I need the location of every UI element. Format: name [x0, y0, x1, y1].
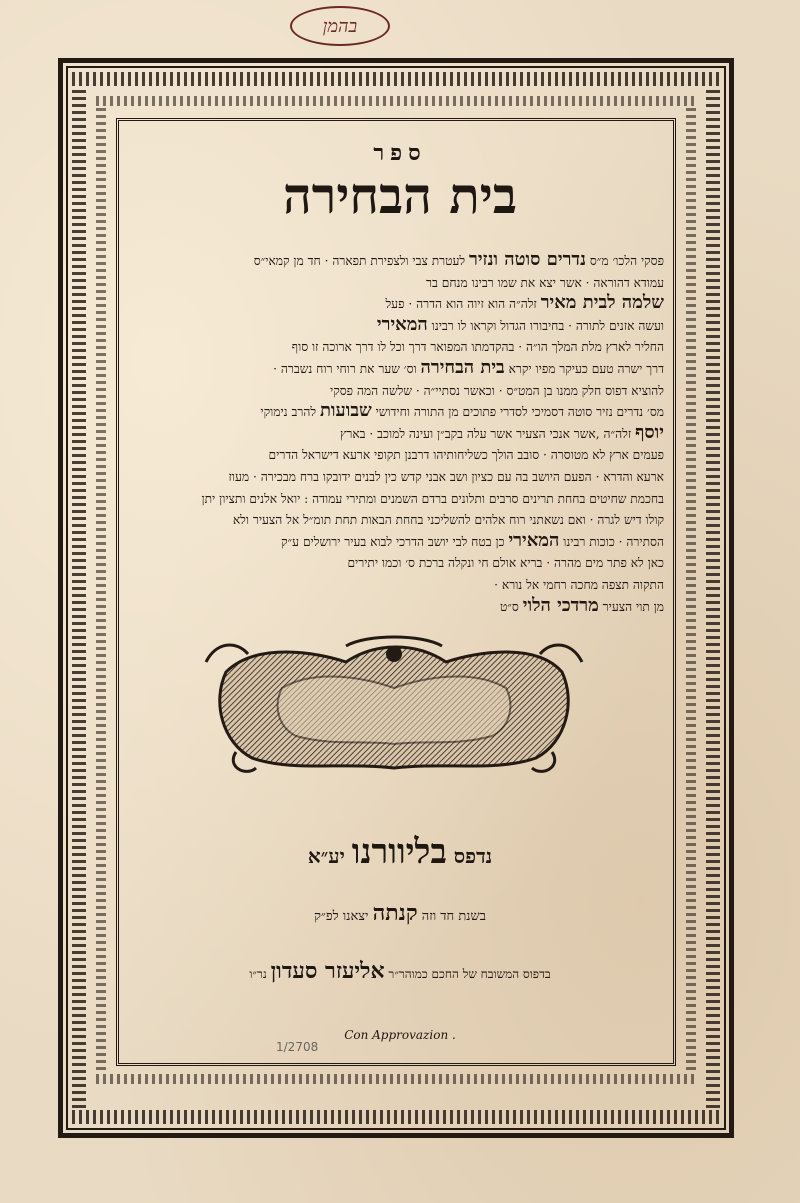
body-line	[128, 336, 664, 358]
body-line-pre: פסקי הלכו׳ מ״ס	[585, 254, 664, 268]
body-line-big: מרדכי הלוי	[522, 595, 599, 616]
body-line	[128, 293, 664, 315]
body-line	[128, 358, 664, 380]
date-big: קנתה	[372, 900, 418, 926]
body-line	[128, 509, 664, 531]
printer-post: נר״ו	[249, 967, 271, 981]
body-line-big: בית הבחירה	[420, 357, 505, 378]
body-line-big: נדרים סוטה ונזיר	[469, 250, 586, 270]
body-line	[128, 552, 664, 574]
body-line-pre: קולו דיש לגרה · ואם נשאתני רוח אלהים להשליכני בחחת הבאות תחת תומ״ל אל הצעיר ולא	[232, 513, 664, 528]
body-line	[128, 380, 664, 402]
body-line-pre: החליר לארץ מלת המלך הו״ה · בהקדמתו המפואר דרך וכל לו דרך ארוכה זו סוף	[291, 340, 664, 355]
body-line	[128, 444, 664, 466]
handwritten-note-text: בהמן	[322, 15, 358, 37]
body-line-post: ס״ט	[499, 599, 523, 614]
printed-pre: נדפס	[446, 844, 493, 868]
body-line-pre: התקוה תצפה מחכה רחמי אל נורא ·	[494, 577, 664, 592]
printer-line	[0, 958, 800, 984]
body-line	[128, 401, 664, 423]
body-line	[128, 250, 664, 272]
pencil-note: 1/2708	[276, 1040, 319, 1054]
decorative-cartouche-icon	[196, 632, 592, 778]
body-line-post: זלה״ה ,אשר אנכי הצעיר אשר עלה בקב״ן ועינה למוכב · בארץ	[340, 426, 636, 441]
date-pre: בשנת חד וזה	[417, 909, 487, 924]
printer-name: אליעזר סעדון	[270, 958, 385, 984]
body-line	[128, 488, 664, 510]
body-line	[128, 596, 664, 618]
printed-at-line	[0, 832, 800, 872]
body-line-pre: להוציא דפוס חלק ממנו בן המט״ס · וכאשר נסתיי״ה · שלשה המה פסקי	[330, 383, 664, 398]
sefer-label: ספר	[373, 140, 427, 166]
body-line-big: המאירי	[508, 530, 560, 551]
body-line-post: כן בטח לבי יושב הדרכי לבוא בעיר ירושלים ע״ק	[281, 534, 509, 549]
body-line-big: שבועות	[319, 401, 372, 422]
body-line-post: אשר יצא את שמו רבינו מנחם בר	[425, 275, 582, 290]
date-post: יצאנו לפ״ק	[313, 909, 373, 924]
body-line-post: זלה״ה הוא זיוה הוא הדרה · פעל	[385, 297, 541, 312]
body-line-pre: כאן לא פתר מים מהרה · בריא אולם חי ונקלה ברכת ס׳ וכמו יתירים	[347, 556, 664, 571]
body-line-pre: בחכמת שחיטים בחחת תרינים סרבים ותלונים ברדם השמנים ומתירי עמודה : יואל אלנים ותציון יתן	[201, 491, 664, 506]
body-line-pre: עמודא דהוראה ·	[581, 275, 664, 290]
body-line-big: יוסף	[635, 422, 664, 443]
handwritten-note	[290, 6, 390, 46]
body-line	[128, 272, 664, 294]
body-line-pre: ארעא והדרא · הפעם היושב בה עם כציון ושב אבני קדש כין לבנים ידובקו ברח מבכירה · מעוז	[228, 469, 664, 484]
body-line-big: המאירי	[376, 314, 428, 335]
body-line-pre: הסתירה · כוכות רבינו	[559, 534, 664, 549]
body-line-pre: ועשה אזנים לתורה · בחיבורו הגדול וקראו לו רבינו	[427, 318, 664, 333]
title-page-text	[128, 250, 664, 617]
body-line	[128, 574, 664, 596]
body-line-pre: דרך ישרה טעם כעיקר מפיו יקרא	[504, 361, 664, 376]
body-line	[128, 531, 664, 553]
body-line-big: שלמה לבית מאיר	[540, 293, 664, 314]
body-line-post: לעטרת צבי ולצפירת תפארה · חד מן קמאי״ס	[253, 254, 469, 268]
body-line-post: וס׳ שער את רוחי רוח נשברה ·	[273, 361, 421, 376]
printer-pre: בדפוס המשובח של החכם כמוהר״ר	[384, 967, 551, 981]
approval-line: Con Approvazion .	[344, 1028, 456, 1042]
body-line-pre: מן תוי הצעיר	[598, 599, 664, 614]
body-line-pre: מס׳ נדרים נזיר סוטה דסמיכי לסדרי פתוכים מן התורה וחידושי	[371, 405, 664, 420]
body-line	[128, 315, 664, 337]
body-line	[128, 466, 664, 488]
body-line-pre: פעמים ארץ לא מטוסרה · סובב הולך כשליחותיהו דרבנן תקופי ארעא דישראל הדרים	[268, 448, 664, 463]
body-line	[128, 423, 664, 445]
printed-post: יע״א	[307, 844, 352, 868]
body-line-post: להרב נימוקי	[260, 405, 320, 420]
printed-place: בליוורנו	[351, 832, 447, 872]
book-title: בית הבחירה	[283, 166, 517, 225]
date-line	[0, 900, 800, 926]
